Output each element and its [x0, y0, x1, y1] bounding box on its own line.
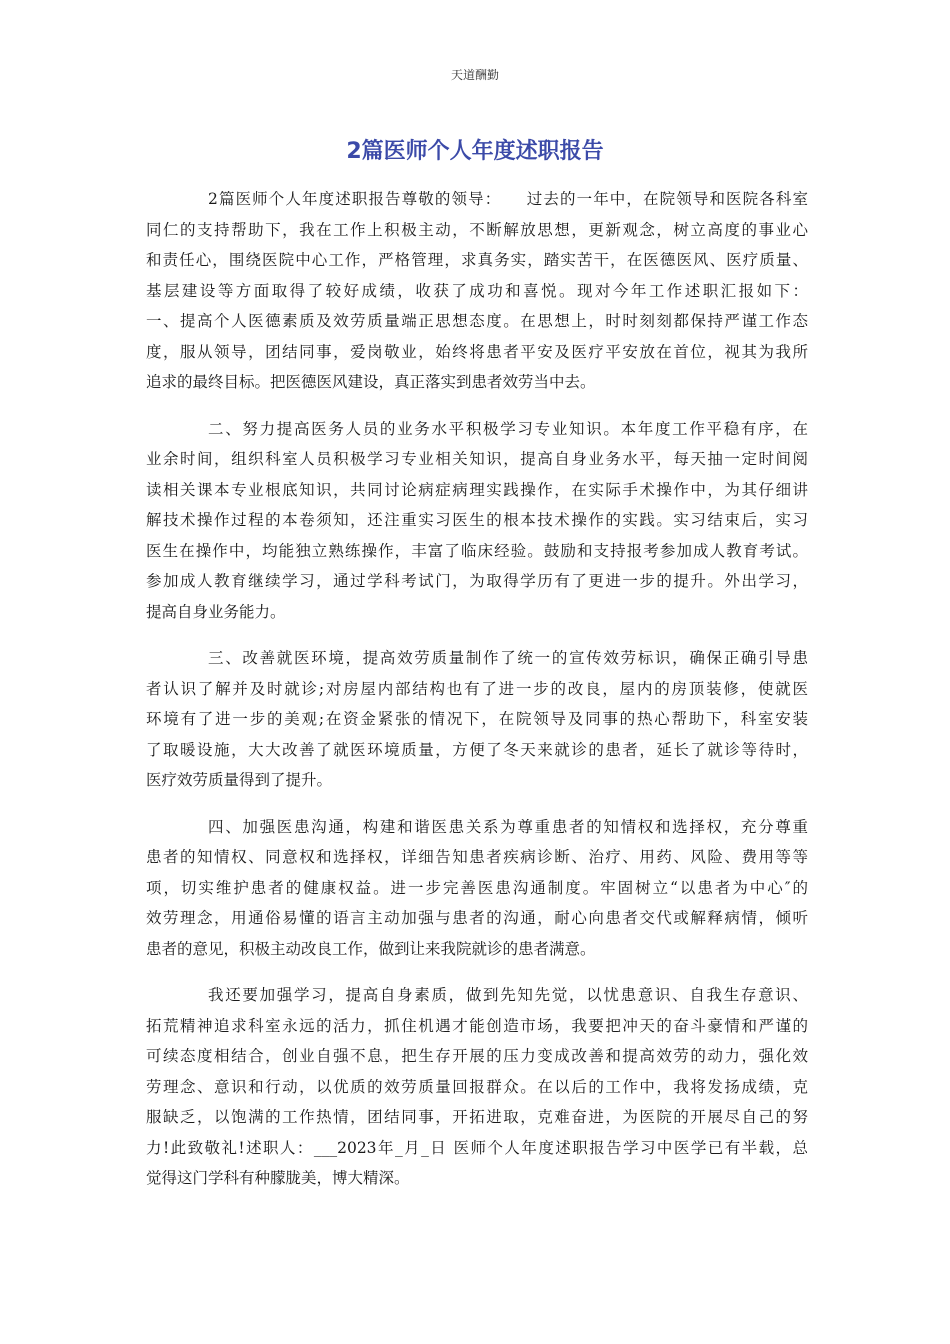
page-header: 天道酬勤 — [450, 68, 499, 82]
paragraph-line: 追求的最终目标。把医德医风建设，真正落实到患者效劳当中去。 — [146, 373, 596, 391]
paragraph-closing — [146, 980, 808, 1194]
paragraph-line: 服缺乏，以饱满的工作热情，团结同事，开拓进取，克难奋进，为医院的开展尽自己的努 — [146, 1108, 808, 1126]
paragraph-line: 基层建设等方面取得了较好成绩，收获了成功和喜悦。现对今年工作述职汇报如下： — [146, 281, 808, 300]
paragraph-line: 效劳理念，用通俗易懂的语言主动加强与患者的沟通，耐心向患者交代或解释病情，倾听 — [146, 909, 808, 927]
paragraph-line: 可续态度相结合，创业自强不息，把生存开展的压力变成改善和提高效劳的动力，强化效 — [146, 1047, 808, 1065]
paragraph-line: 2篇医师个人年度述职报告尊敬的领导： 过去的一年中，在院领导和医院各科室 — [208, 190, 808, 208]
paragraph-line: 医生在操作中，均能独立熟练操作，丰富了临床经验。鼓励和支持报考参加成人教育考试。 — [146, 541, 808, 560]
document-body — [146, 184, 808, 1194]
paragraph-line: 四、加强医患沟通，构建和谐医患关系为尊重患者的知情权和选择权，充分尊重 — [208, 817, 808, 836]
paragraph-line: 了取暖设施，大大改善了就医环境质量，方便了冬天来就诊的患者，延长了就诊等待时， — [146, 740, 808, 759]
paragraph-line: 和责任心，围绕医院中心工作，严格管理，求真务实，踏实苦干，在医德医风、医疗质量、 — [146, 251, 808, 269]
paragraph-line: 三、改善就医环境，提高效劳质量制作了统一的宣传效劳标识，确保正确引导患 — [208, 649, 808, 667]
paragraph-line: 同仁的支持帮助下，我在工作上积极主动，不断解放思想，更新观念，树立高度的事业心 — [146, 220, 808, 239]
paragraph-line: 劳理念、意识和行动，以优质的效劳质量回报群众。在以后的工作中，我将发扬成绩，克 — [146, 1077, 808, 1096]
paragraph-line: 读相关课本专业根底知识，共同讨论病症病理实践操作，在实际手术操作中，为其仔细讲 — [146, 480, 808, 499]
paragraph-section-4 — [146, 812, 808, 965]
paragraph-line: 环境有了进一步的美观;在资金紧张的情况下，在院领导及同事的热心帮助下，科室安装 — [146, 710, 808, 728]
paragraph-line: 参加成人教育继续学习，通过学科考试门，为取得学历有了更进一步的提升。外出学习， — [146, 572, 808, 590]
paragraph-line: 一、提高个人医德素质及效劳质量端正思想态度。在思想上，时时刻刻都保持严谨工作态 — [146, 312, 808, 330]
paragraph-line: 项，切实维护患者的健康权益。进一步完善医患沟通制度。牢固树立“以患者为中心″的 — [146, 878, 808, 897]
paragraph-line: 拓荒精神追求科室永远的活力，抓住机遇才能创造市场，我要把冲天的奋斗豪情和严谨的 — [146, 1016, 808, 1035]
paragraph-intro — [146, 184, 808, 398]
paragraph-line: 二、努力提高医务人员的业务水平积极学习专业知识。本年度工作平稳有序，在 — [208, 419, 808, 438]
document-title: 2篇医师个人年度述职报告 — [346, 139, 604, 164]
paragraph-section-2 — [146, 414, 808, 628]
paragraph-line: 度，服从领导，团结同事，爱岗敬业，始终将患者平安及医疗平安放在首位，视其为我所 — [146, 342, 808, 361]
paragraph-line: 者认识了解并及时就诊;对房屋内部结构也有了进一步的改良，屋内的房顶装修，使就医 — [146, 679, 808, 698]
paragraph-line: 我还要加强学习，提高自身素质，做到先知先觉，以忧患意识、自我生存意识、 — [208, 986, 808, 1004]
paragraph-line: 患者的意见，积极主动改良工作，做到让来我院就诊的患者满意。 — [146, 939, 596, 958]
paragraph-line: 患者的知情权、同意权和选择权，详细告知患者疾病诊断、治疗、用药、风险、费用等等 — [146, 848, 808, 866]
paragraph-line: 解技术操作过程的本卷须知，还注重实习医生的根本技术操作的实践。实习结束后，实习 — [146, 511, 808, 529]
paragraph-line: 业余时间，组织科室人员积极学习专业相关知识，提高自身业务水平，每天抽一定时间阅 — [146, 450, 808, 468]
paragraph-line: 医疗效劳质量得到了提升。 — [146, 771, 333, 789]
paragraph-line: 觉得这门学科有种朦胧美，博大精深。 — [146, 1169, 410, 1187]
paragraph-section-3 — [146, 643, 808, 796]
paragraph-line: 提高自身业务能力。 — [146, 602, 286, 621]
paragraph-line: 力!此致敬礼!述职人：___2023年_月_日 医师个人年度述职报告学习中医学已有半载，总 — [146, 1138, 808, 1157]
